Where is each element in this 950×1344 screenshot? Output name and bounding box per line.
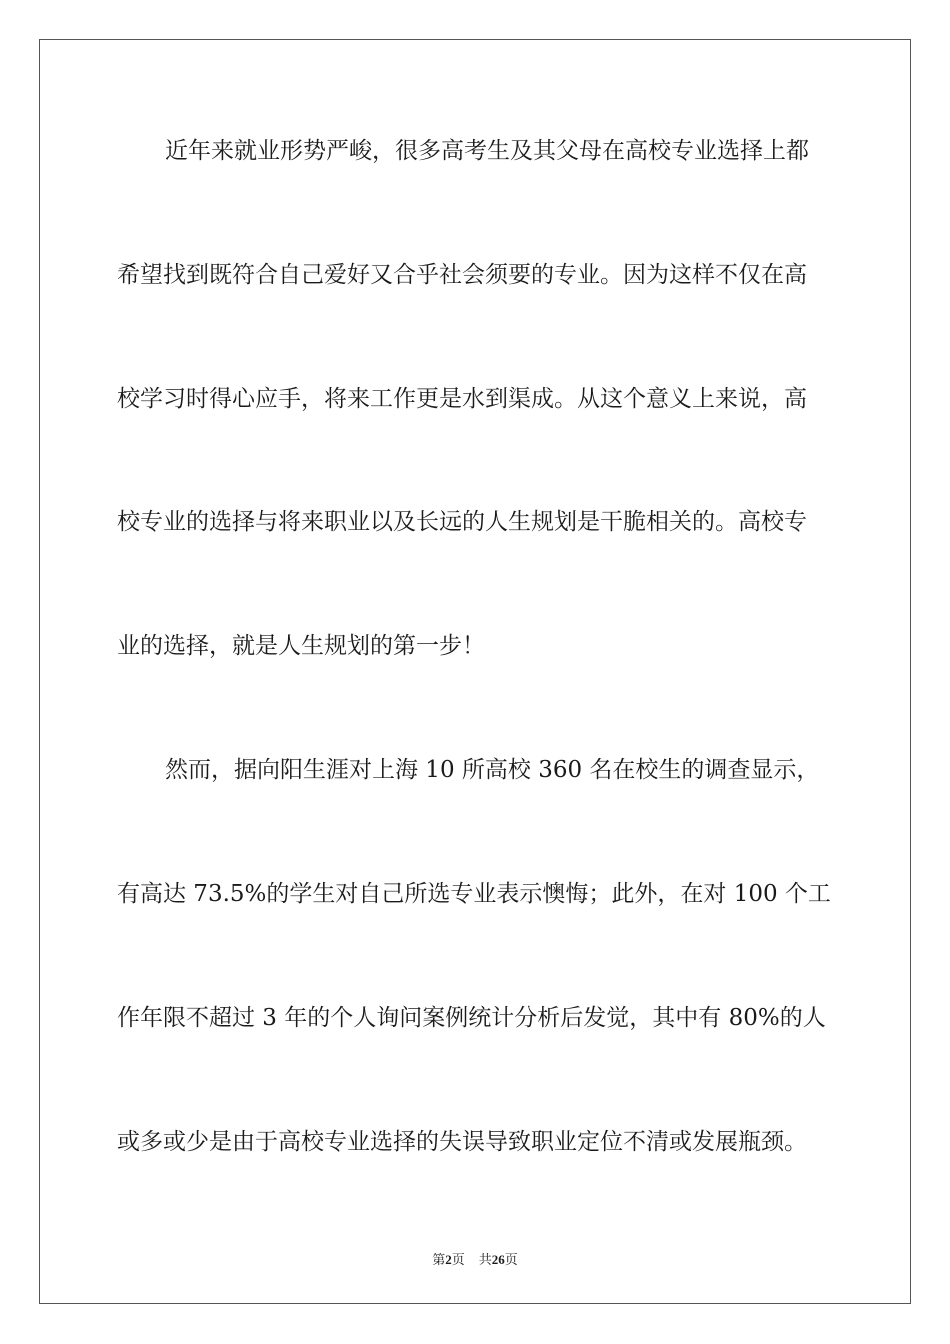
paragraph-2-line-2: 有高达 73.5%的学生对自己所选专业表示懊悔；此外，在对 100 个工 bbox=[117, 881, 831, 907]
paragraph-1-line-2: 希望找到既符合自己爱好又合乎社会须要的专业。因为这样不仅在高 bbox=[117, 262, 807, 288]
footer-page-prefix: 第 bbox=[432, 1253, 446, 1268]
footer-total-prefix: 共 bbox=[478, 1253, 492, 1268]
paragraph-2-line-1: 然而，据向阳生涯对上海 10 所高校 360 名在校生的调查显示， bbox=[165, 757, 820, 783]
paragraph-1-line-4: 校专业的选择与将来职业以及长远的人生规划是干脆相关的。高校专 bbox=[117, 509, 807, 535]
page-footer bbox=[0, 1249, 950, 1268]
page-frame bbox=[39, 39, 911, 1304]
footer-page-suffix: 页 bbox=[451, 1253, 465, 1268]
paragraph-1-line-3: 校学习时得心应手，将来工作更是水到渠成。从这个意义上来说，高 bbox=[117, 386, 807, 412]
paragraph-1-line-1: 近年来就业形势严峻，很多高考生及其父母在高校专业选择上都 bbox=[165, 138, 809, 164]
paragraph-2-line-3: 作年限不超过 3 年的个人询问案例统计分析后发觉，其中有 80%的人 bbox=[117, 1005, 826, 1031]
paragraph-2-line-4: 或多或少是由于高校专业选择的失误导致职业定位不清或发展瓶颈。 bbox=[117, 1129, 807, 1155]
paragraph-1-line-5: 业的选择，就是人生规划的第一步！ bbox=[117, 633, 485, 659]
footer-total-pages: 26 bbox=[491, 1252, 505, 1267]
footer-page-number: 2 bbox=[445, 1252, 452, 1267]
footer-total-suffix: 页 bbox=[504, 1253, 518, 1268]
